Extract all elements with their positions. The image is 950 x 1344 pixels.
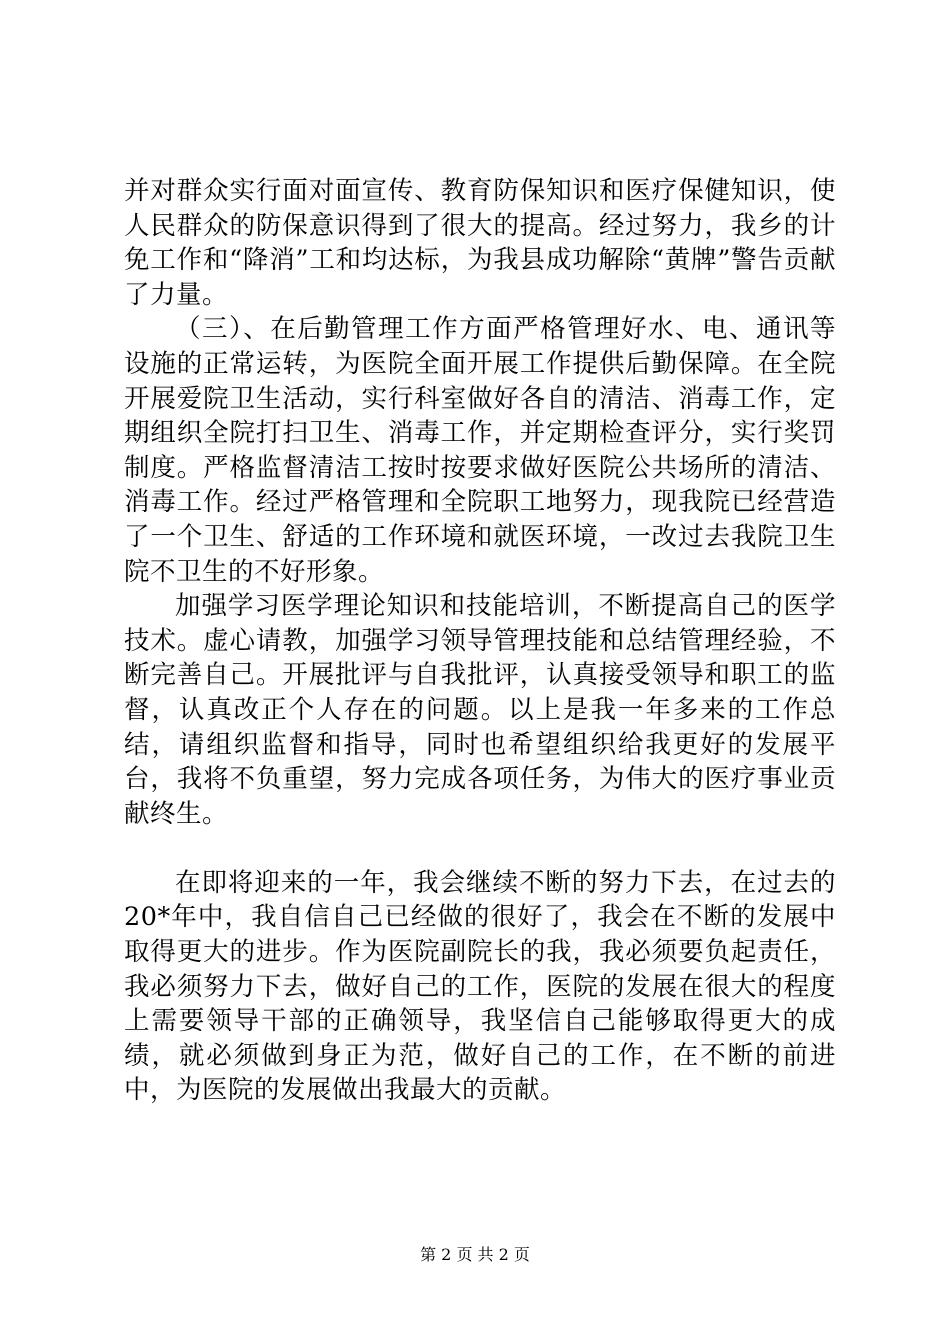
paragraph-continuation: 并对群众实行面对面宣传、教育防保知识和医疗保健知识，使人民群众的防保意识得到了很大的提高。经过努力，我乡的计免工作和“降消”工和均达标，为我县成功解除“黄牌”警告贡献了力量。 — [124, 176, 836, 310]
page-number-footer: 第 2 页 共 2 页 — [420, 1245, 530, 1264]
paragraph-study-and-training: 加强学习医学理论知识和技能培训，不断提高自己的医学技术。虚心请教，加强学习领导管理技能和总结管理经验，不断完善自己。开展批评与自我批评，认真接受领导和职工的监督，认真改正个人存在的问题。以上是我一年多来的工作总结，请组织监督和指导，同时也希望组织给我更好的发展平台，我将不负重望，努力完成各项任务，为伟大的医疗事业贡献终生。 — [124, 591, 836, 829]
paragraph-logistics-management: （三）、在后勤管理工作方面严格管理好水、电、通讯等设施的正常运转，为医院全面开展工作提供后勤保障。在全院开展爱院卫生活动，实行科室做好各自的清洁、消毒工作，定期组织全院打扫卫生、消毒工作，并定期检查评分，实行奖罚制度。严格监督清洁工按时按要求做好医院公共场所的清洁、消毒工作。经过严格管理和全院职工地努力，现我院已经营造了一个卫生、舒适的工作环境和就医环境，一改过去我院卫生院不卫生的不好形象。 — [124, 314, 836, 587]
paragraph-future-outlook: 在即将迎来的一年，我会继续不断的努力下去，在过去的20*年中，我自信自己已经做的很好了，我会在不断的发展中取得更大的进步。作为医院副院长的我，我必须要负起责任，我必须努力下去，做好自己的工作，医院的发展在很大的程度上需要领导干部的正确领导，我坚信自己能够取得更大的成绩，就必须做到身正为范，做好自己的工作，在不断的前进中，为医院的发展做出我最大的贡献。 — [124, 867, 836, 1106]
paragraph-spacer — [124, 831, 836, 866]
document-body — [124, 174, 836, 1108]
